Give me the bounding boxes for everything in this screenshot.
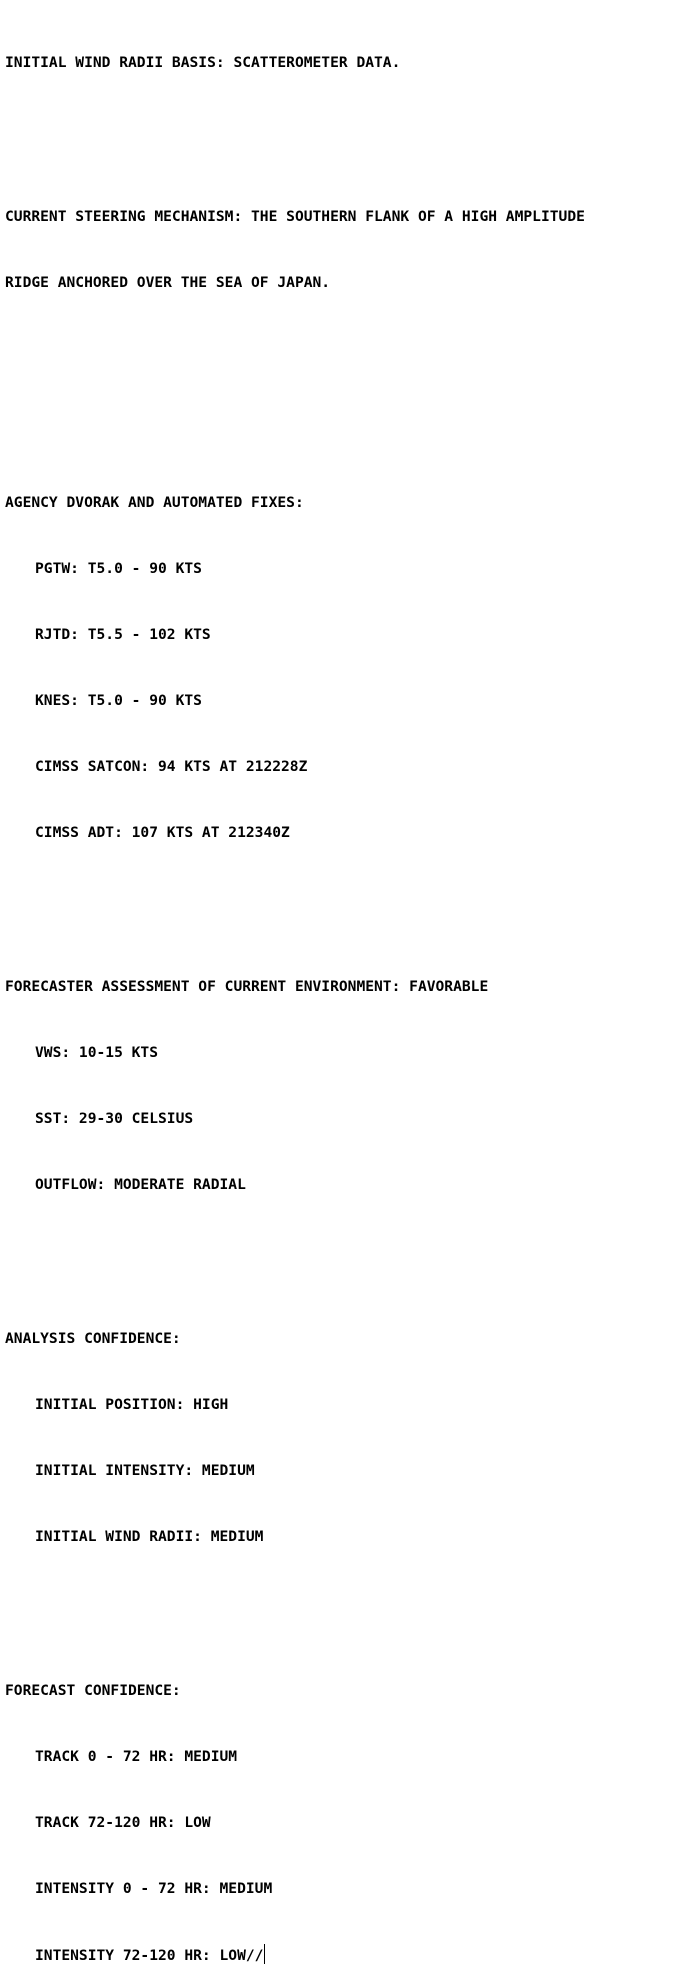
- forecast-item-track-0-72: TRACK 0 - 72 HR: MEDIUM: [35, 1748, 238, 1765]
- analysis-item-wind-radii: INITIAL WIND RADII: MEDIUM: [35, 1528, 264, 1545]
- environment-item-vws: VWS: 10-15 KTS: [35, 1044, 159, 1061]
- dvorak-item-knes: KNES: T5.0 - 90 KTS: [35, 692, 202, 709]
- blank-line: [5, 888, 675, 910]
- forecast-item-intensity-72-120: INTENSITY 72-120 HR: LOW//: [35, 1947, 264, 1964]
- blank-line: [5, 118, 675, 140]
- environment-heading: FORECASTER ASSESSMENT OF CURRENT ENVIRONMENT: FAVORABLE: [5, 978, 489, 995]
- environment-item-sst: SST: 29-30 CELSIUS: [35, 1110, 194, 1127]
- analysis-confidence-heading: ANALYSIS CONFIDENCE:: [5, 1330, 181, 1347]
- blank-line: [5, 1592, 675, 1614]
- dvorak-item-adt: CIMSS ADT: 107 KTS AT 212340Z: [35, 824, 290, 841]
- text-cursor: [264, 1944, 265, 1964]
- dvorak-item-satcon: CIMSS SATCON: 94 KTS AT 212228Z: [35, 758, 308, 775]
- blank-line: [5, 1240, 675, 1262]
- analysis-item-position: INITIAL POSITION: HIGH: [35, 1396, 229, 1413]
- dvorak-item-rjtd: RJTD: T5.5 - 102 KTS: [35, 626, 211, 643]
- steering-line-2: RIDGE ANCHORED OVER THE SEA OF JAPAN.: [5, 274, 331, 291]
- forecast-item-intensity-0-72: INTENSITY 0 - 72 HR: MEDIUM: [35, 1880, 273, 1897]
- dvorak-item-pgtw: PGTW: T5.0 - 90 KTS: [35, 560, 202, 577]
- wind-radii-basis-line: INITIAL WIND RADII BASIS: SCATTEROMETER DATA.: [5, 54, 401, 71]
- forecast-item-track-72-120: TRACK 72-120 HR: LOW: [35, 1814, 211, 1831]
- forecast-confidence-heading: FORECAST CONFIDENCE:: [5, 1682, 181, 1699]
- warning-text-document: [5, 8, 675, 1988]
- blank-line: [5, 404, 675, 426]
- forecast-item-intensity-72-120-line[interactable]: [5, 1944, 675, 1966]
- dvorak-heading: AGENCY DVORAK AND AUTOMATED FIXES:: [5, 494, 304, 511]
- blank-line: [5, 338, 675, 360]
- environment-item-outflow: OUTFLOW: MODERATE RADIAL: [35, 1176, 246, 1193]
- analysis-item-intensity: INITIAL INTENSITY: MEDIUM: [35, 1462, 255, 1479]
- steering-line-1: CURRENT STEERING MECHANISM: THE SOUTHERN FLANK OF A HIGH AMPLITUDE: [5, 208, 585, 225]
